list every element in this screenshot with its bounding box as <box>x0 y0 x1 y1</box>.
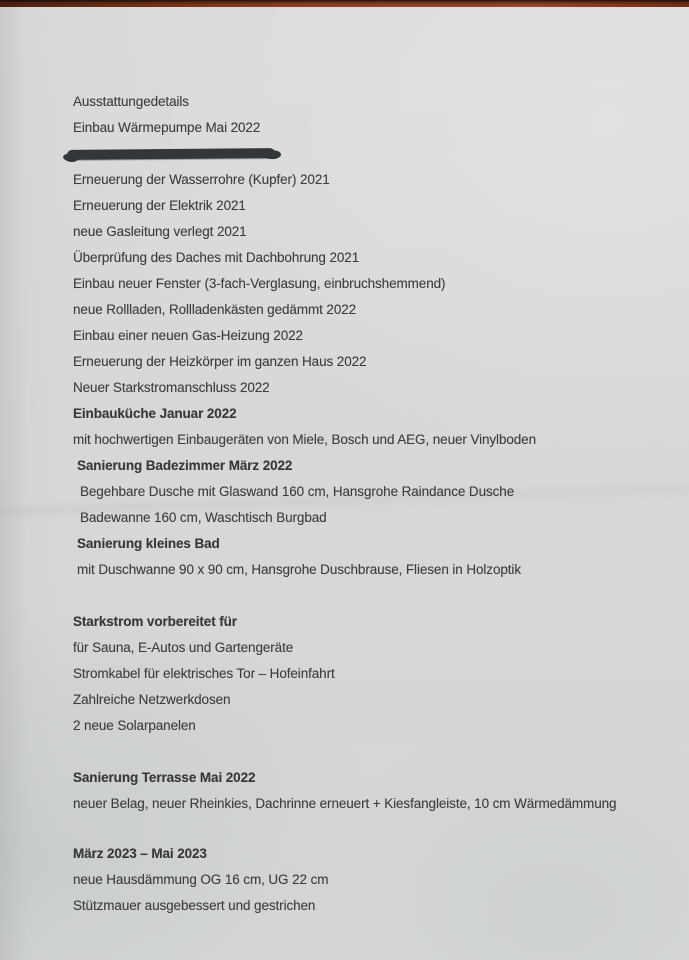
document-line: Einbau Wärmepumpe Mai 2022 <box>73 120 261 135</box>
document-title: Ausstattungedetails <box>73 94 189 109</box>
document-line: mit Duschwanne 90 x 90 cm, Hansgrohe Duschbrause, Fliesen in Holzoptik <box>77 562 521 577</box>
redaction-marker <box>67 148 275 160</box>
document-line: Neuer Starkstromanschluss 2022 <box>73 380 270 395</box>
section-heading-terrace: Sanierung Terrasse Mai 2022 <box>73 770 256 785</box>
redacted-line <box>67 141 633 167</box>
section-heading-2023: März 2023 – Mai 2023 <box>73 846 207 861</box>
document-line: Begehbare Dusche mit Glaswand 160 cm, Hansgrohe Raindance Dusche <box>80 484 515 499</box>
document-line: Badewanne 160 cm, Waschtisch Burgbad <box>80 510 327 525</box>
document-line: Zahlreiche Netzwerkdosen <box>73 692 231 707</box>
document-line: Erneuerung der Wasserrohre (Kupfer) 2021 <box>73 172 330 187</box>
document-line: neuer Belag, neuer Rheinkies, Dachrinne erneuert + Kiesfangleiste, 10 cm Wärmedämmung <box>73 796 617 811</box>
paper-sheet <box>0 7 689 960</box>
document-line: 2 neue Solarpanelen <box>73 718 196 733</box>
section-heading-bathroom: Sanierung Badezimmer März 2022 <box>77 458 293 473</box>
document-line: Einbau neuer Fenster (3-fach-Verglasung, einbruchshemmend) <box>73 276 446 291</box>
document-line: neue Rollladen, Rollladenkästen gedämmt 2022 <box>73 302 357 317</box>
document-line: für Sauna, E-Autos und Gartengeräte <box>73 640 294 655</box>
document-line: Erneuerung der Heizkörper im ganzen Haus 2022 <box>73 354 367 369</box>
document-line: Stützmauer ausgebessert und gestrichen <box>73 898 316 913</box>
document-line: neue Hausdämmung OG 16 cm, UG 22 cm <box>73 872 329 887</box>
wooden-table-edge <box>0 0 689 7</box>
document-line: Überprüfung des Daches mit Dachbohrung 2021 <box>73 250 360 265</box>
section-heading-power: Starkstrom vorbereitet für <box>73 614 237 629</box>
section-heading-kitchen: Einbauküche Januar 2022 <box>73 406 237 421</box>
document-body <box>73 89 633 919</box>
document-line: mit hochwertigen Einbaugeräten von Miele, Bosch und AEG, neuer Vinylboden <box>73 432 536 447</box>
document-line: Einbau einer neuen Gas-Heizung 2022 <box>73 328 303 343</box>
section-heading-small-bath: Sanierung kleines Bad <box>77 536 220 551</box>
document-line: Stromkabel für elektrisches Tor – Hofeinfahrt <box>73 666 335 681</box>
document-line: Erneuerung der Elektrik 2021 <box>73 198 246 213</box>
document-line: neue Gasleitung verlegt 2021 <box>73 224 247 239</box>
